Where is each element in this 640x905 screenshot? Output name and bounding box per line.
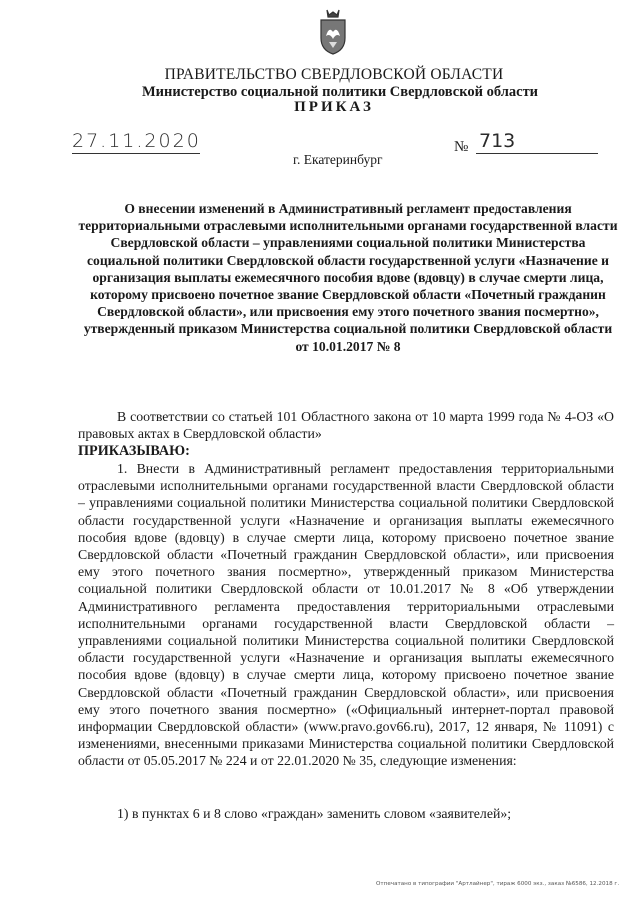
order-number: 713 — [479, 130, 516, 152]
city: г. Екатеринбург — [293, 152, 383, 167]
order-date: 27.11.2020 — [72, 130, 201, 152]
intro-paragraph: В соответствии со статьей 101 Областного закона от 10 марта 1999 года № 4-ОЗ «О правовых актах в Свердловской области» — [78, 409, 614, 442]
number-underline — [476, 153, 598, 154]
document-type: ПРИКАЗ — [294, 99, 374, 115]
coat-of-arms-icon — [316, 6, 350, 56]
number-label: № — [454, 139, 469, 155]
date-underline — [72, 153, 200, 154]
item-1-paragraph: 1. Внести в Административный регламент предоставления территориальными отраслевыми исполнительными органами государственной власти Свердловской области – управлениями социальной политики Министерства социальной политики Свердловской области государственной услуги «Назначение и организация выплаты ежемесячного пособия вдове (вдовцу) в случае смерти лица, которому присвоено почетное звание Свердловской области «Почетный гражданин Свердловской области», или присвоения ему этого почетного звания посмертно», утвержденный приказом Министерства социальной политики Свердловской области от 10.01.2017 № 8 «Об утверждении Административного регламента предоставления территориальными отраслевыми исполнительными органами государственной власти Свердловской области – управлениями социальной политики Министерства социальной политики Свердловской области государственной услуги «Назначение и организация выплаты ежемесячного пособия вдове (вдовцу) в случае смерти лица, которому присвоено почетное звание Свердловской области «Почетный гражданин Свердловской области», или присвоения ему этого почетного звания посмертно» («Официальный интернет-портал правовой информации Свердловской области» (www.pravo.gov66.ru), 2017, 12 января, № 11091) с изменениями, внесенными приказами Министерства социальной политики Свердловской области от 05.05.2017 № 224 и от 22.01.2020 № 35, следующие изменения: — [78, 461, 614, 769]
print-footer: Отпечатано в типографии "Артлайнер", тираж 6000 экз., заказ №6586, 12.2018 г. — [376, 881, 620, 887]
government-title: ПРАВИТЕЛЬСТВО СВЕРДЛОВСКОЙ ОБЛАСТИ — [164, 66, 504, 83]
order-word: ПРИКАЗЫВАЮ: — [78, 443, 190, 459]
ministry-name: Министерство социальной политики Свердловской области — [141, 84, 539, 100]
document-title: О внесении изменений в Административный регламент предоставления территориальными отраслевыми исполнительными органами государственной власти Свердловской области – управлениями социальной политики Министерства социальной политики Свердловской области государственной услуги «Назначение и организация выплаты ежемесячного пособия вдове (вдовцу) в случае смерти лица, которому присвоено почетное звание Свердловской области «Почетный гражданин Свердловской области», или присвоения ему этого почетного звания посмертно», утвержденный приказом Министерства социальной политики Свердловской области от 10.01.2017 № 8 — [78, 201, 618, 354]
item-1-subitem-1: 1) в пунктах 6 и 8 слово «граждан» заменить словом «заявителей»; — [117, 806, 512, 821]
